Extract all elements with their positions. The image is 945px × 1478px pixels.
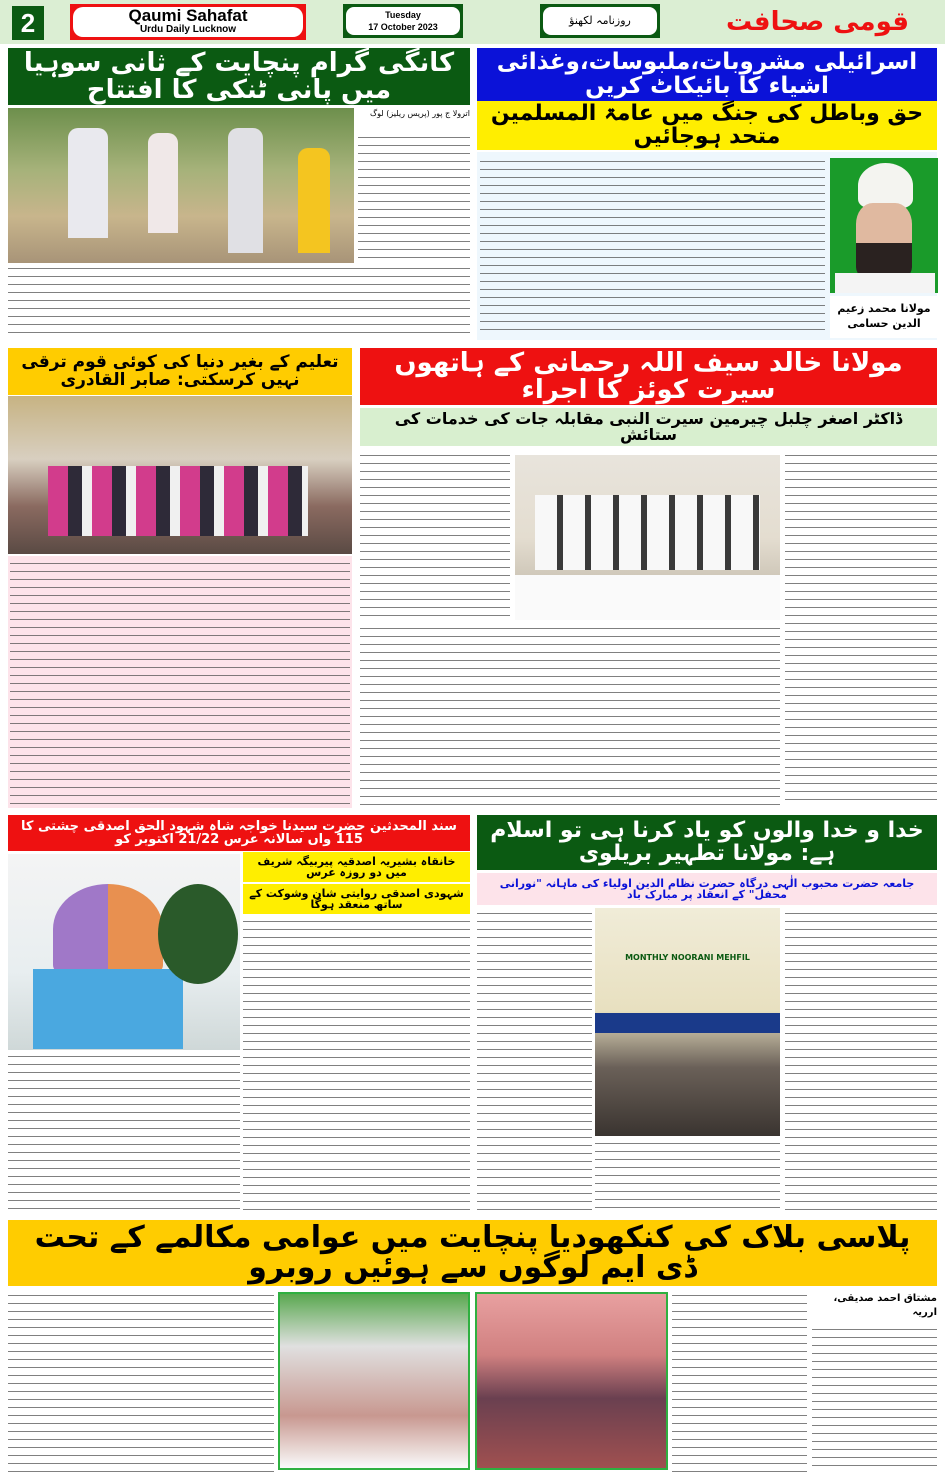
story6-photo xyxy=(595,908,780,1136)
masthead-english-box xyxy=(70,4,306,40)
story1-body-bottom xyxy=(8,265,470,340)
story5-subheadline-2: شہودی اصدقی روایتی شان وشوکت کے ساتھ منعقد ہوگا xyxy=(243,884,470,914)
subtitle-english: Urdu Daily Lucknow xyxy=(139,24,237,35)
story4-subheadline: ڈاکٹر اصغر چلبل چیرمین سیرت النبی مقابلہ جات کی خدمات کی ستائش xyxy=(360,408,937,446)
edition-label: روزنامہ لکھنؤ xyxy=(543,7,657,35)
story5-body xyxy=(243,918,470,1210)
story1-headline: کانگی گرام پنچایت کے ثانی سوہیا میں پانی ٹنکی کا افتتاح xyxy=(8,48,470,105)
story5-body-left xyxy=(8,1053,240,1210)
story6-body-bottom xyxy=(595,1140,780,1210)
story7-body-left xyxy=(8,1292,274,1472)
story7-photo-1 xyxy=(278,1292,470,1470)
story4-headline: مولانا خالد سیف اللہ رحمانی کے ہاتھوں سیرت کوئز کا اجراء xyxy=(360,348,937,405)
title-urdu: قومی صحافت xyxy=(726,7,909,37)
story4-body-bottom xyxy=(360,625,780,807)
story2-subheadline: حق وباطل کی جنگ میں عامۃ المسلمین متحد ہوجائیں xyxy=(477,101,937,150)
story6-banner-text: MONTHLY NOORANI MEHFIL xyxy=(625,953,750,962)
story7-byline: مشتاق احمد صدیقی، ارریہ xyxy=(812,1292,937,1322)
day: Tuesday xyxy=(385,10,421,20)
story7-body-middle xyxy=(672,1292,807,1472)
story2-photo-caption: مولانا محمد زعیم الدین حسامی xyxy=(830,296,938,338)
story5-headline: سند المحدثین حضرت سیدنا خواجہ شاہ شہود الحق اصدقی چشتی کا 115 واں سالانہ عرس 21/22 اکتوبر کو xyxy=(8,815,470,851)
story6-body-right xyxy=(785,910,937,1210)
story3-photo xyxy=(8,396,352,554)
page-number: 2 xyxy=(12,6,44,40)
story4-body-right xyxy=(785,452,937,807)
story6-body-left xyxy=(477,910,592,1210)
story7-photo-2 xyxy=(475,1292,668,1470)
story7-headline: پلاسی بلاک کی کنکھودیا پنچایت میں عوامی مکالمے کے تحت ڈی ایم لوگوں سے ہوئیں روبرو xyxy=(8,1220,937,1286)
story7-body-right xyxy=(812,1326,937,1472)
story5-shrine-photo xyxy=(8,854,240,1050)
story2-body xyxy=(480,158,825,336)
story1-body xyxy=(358,134,470,262)
story6-subheadline: جامعہ حضرت محبوب الٰہی درگاہ حضرت نظام الدین اولیاء کی ماہانہ "نورانی محفل" کے انعقاد پر مبارک باد xyxy=(477,873,937,905)
story1-lead: اترولا ج پور (پریس ریلیز) لوگ xyxy=(370,109,470,118)
story4-photo xyxy=(515,455,780,620)
story1-photo xyxy=(8,108,354,263)
edition-box xyxy=(540,4,660,38)
story3-headline: تعلیم کے بغیر دنیا کی کوئی قوم ترقی نہیں کرسکتی: صابر القادری xyxy=(8,348,352,395)
story6-headline: خدا و خدا والوں کو یاد کرنا ہی تو اسلام ہے: مولانا تطہیر بریلوی xyxy=(477,815,937,870)
date-box xyxy=(343,4,463,38)
title-english: Qaumi Sahafat xyxy=(128,6,248,25)
date: 17 October 2023 xyxy=(368,22,438,32)
story2-headline: اسرائیلی مشروبات،ملبوسات،وغذائی اشیاء کا بائیکاٹ کریں xyxy=(477,48,937,101)
story4-body-left xyxy=(360,452,510,622)
story3-body xyxy=(10,560,350,805)
story5-subheadline-1: خانقاہ بشیریہ اصدقیہ پیربیگہ شریف میں دو روزہ عرس xyxy=(243,852,470,882)
story2-portrait-photo xyxy=(830,158,938,293)
